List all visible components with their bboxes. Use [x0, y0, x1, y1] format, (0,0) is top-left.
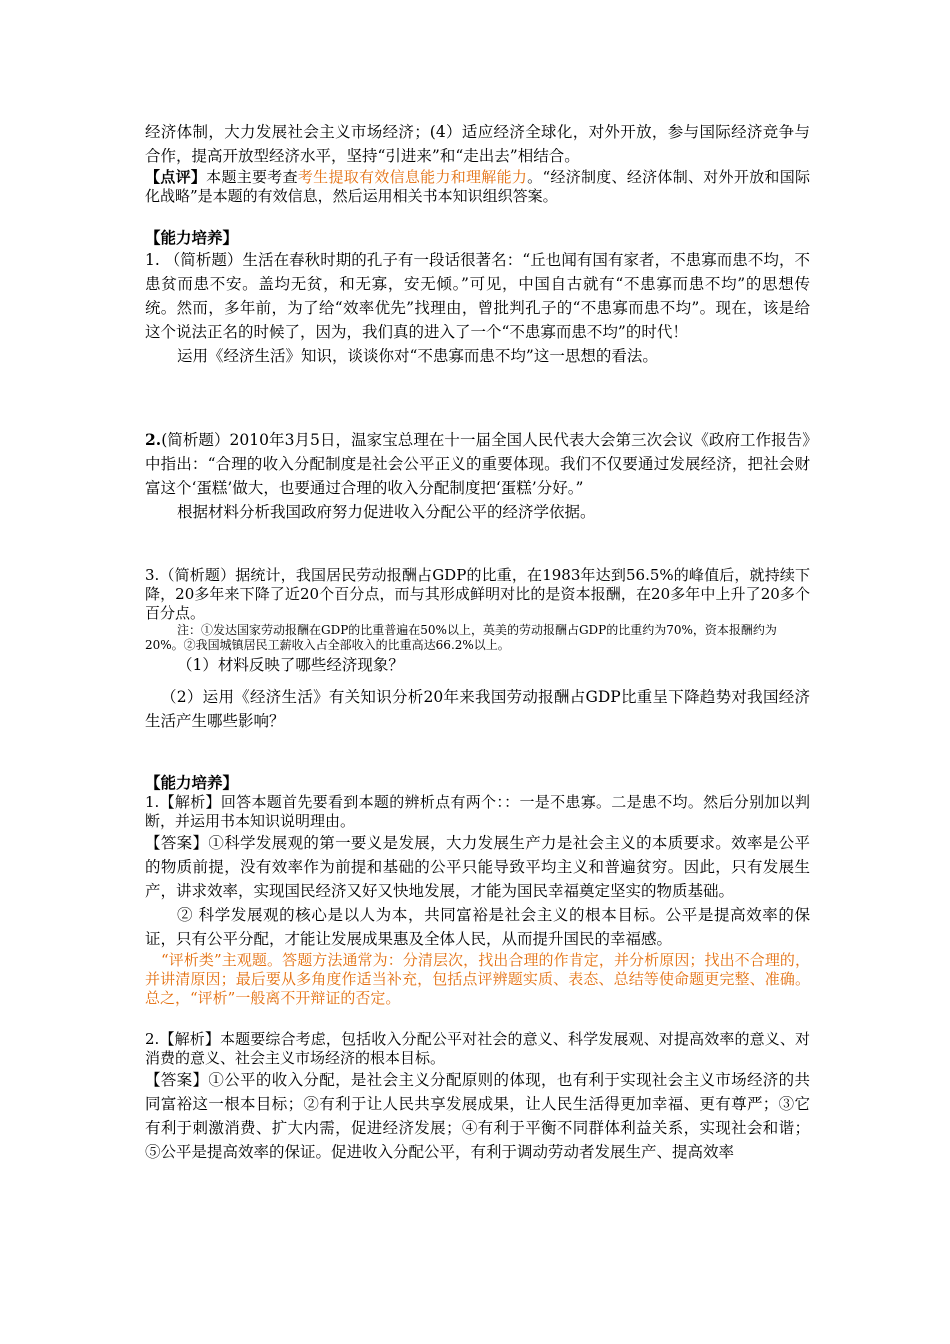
- section-heading-answers: 【能力培养】: [145, 773, 239, 792]
- question-3-note: 注：①发达国家劳动报酬在GDP的比重普遍在50%以上，英美的劳动报酬占GDP的比重约为70%，资本报酬约为20%。②我国城镇居民工薪收入占全部收入的比重高达66.2%以上。: [145, 623, 777, 652]
- comment-tag: 【点评】: [145, 168, 207, 186]
- question-1-task: 运用《经济生活》知识，谈谈你对“不患寡而患不均”这一思想的看法。: [177, 347, 658, 365]
- question-2-number: 2.: [145, 430, 162, 449]
- question-2-task: 根据材料分析我国政府努力促进收入分配公平的经济学依据。: [177, 503, 596, 521]
- comment-highlight: 考生提取有效信息能力和理解能力: [297, 168, 528, 186]
- answer-1-answer: 【答案】①科学发展观的第一要义是发展，大力发展生产力是社会主义的本质要求。效率是公平的物质前提，没有效率作为前提和基础的公平只能导致平均主义和普遍贫穷。因此，只有发展生产，讲求效率，实现国民经济又好又快地发展，才能为国民幸福奠定坚实的物质基础。: [145, 834, 810, 900]
- section-heading-practice: 【能力培养】: [145, 228, 239, 247]
- answer-1-method: “评析类”主观题。答题方法通常为：分清层次，找出合理的作肯定，并分析原因；找出不合理的，并讲清原因；最后要从多角度作适当补充，包括点评辨题实质、表态、总结等使命题更完整、准确。总之，“评析”一般离不开辩证的否定。: [145, 951, 810, 1007]
- comment-paragraph: [145, 168, 810, 206]
- comment-rest: 。“经济制度、经济体制、对外开放和国际化战略”是本题的有效信息，然后运用相关书本知识组织答案。: [145, 168, 810, 205]
- document-page: [145, 120, 810, 1164]
- question-3-text: 3.（简析题）据统计，我国居民劳动报酬占GDP的比重，在1983年达到56.5%的峰值后，就持续下降，20多年来下降了近20个百分点，而与其形成鲜明对比的是资本报酬，在20多年中上升了20多个百分点。: [145, 566, 810, 622]
- comment-lead: 本题主要考查: [206, 168, 298, 186]
- question-3-sub2: （2）运用《经济生活》有关知识分析20年来我国劳动报酬占GDP比重呈下降趋势对我国经济生活产生哪些影响？: [145, 688, 810, 730]
- question-3-sub1: （1）材料反映了哪些经济现象？: [177, 656, 404, 674]
- answer-2-analysis: 2.【解析】本题要综合考虑，包括收入分配公平对社会的意义、科学发展观、对提高效率的意义、对消费的意义、社会主义市场经济的根本目标。: [145, 1030, 810, 1067]
- question-1-text: 1. （简析题）生活在春秋时期的孔子有一段话很著名：“丘也闻有国有家者，不患寡而患不均，不患贫而患不安。盖均无贫，和无寡，安无倾。”可见，中国自古就有“不患寡而患不均”的思想传统。然而，多年前，为了给“效率优先”找理由，曾批判孔子的“不患寡而患不均”。现在，该是给这个说法正名的时候了，因为，我们真的进入了一个“不患寡而患不均”的时代！: [145, 251, 810, 341]
- question-2-body: (简析题）2010年3月5日，温家宝总理在十一届全国人民代表大会第三次会议《政府工作报告》中指出：“合理的收入分配制度是社会公平正义的重要体现。我们不仅要通过发展经济，把社会财富这个‘蛋糕’做大，也要通过合理的收入分配制度把‘蛋糕’分好。”: [145, 431, 810, 497]
- answer-1-point2: ② 科学发展观的核心是以人为本，共同富裕是社会主义的根本目标。公平是提高效率的保证，只有公平分配，才能让发展成果惠及全体人民，从而提升国民的幸福感。: [145, 906, 810, 948]
- question-2-text: [145, 428, 810, 500]
- answer-2-answer: 【答案】①公平的收入分配，是社会主义分配原则的体现，也有利于实现社会主义市场经济的共同富裕这一根本目标；②有利于让人民共享发展成果，让人民生活得更加幸福、更有尊严；③它有利于刺激消费、扩大内需，促进经济发展；④有利于平衡不同群体利益关系，实现社会和谐；⑤公平是提高效率的保证。促进收入分配公平，有利于调动劳动者发展生产、提高效率: [145, 1071, 810, 1161]
- answer-1-analysis: 1.【解析】回答本题首先要看到本题的辨析点有两个：：一是不患寡。二是患不均。然后分别加以判断，并运用书本知识说明理由。: [145, 793, 810, 830]
- intro-paragraph: 经济体制，大力发展社会主义市场经济；(4）适应经济全球化，对外开放，参与国际经济竞争与合作，提高开放型经济水平，坚持“引进来”和“走出去”相结合。: [145, 123, 810, 165]
